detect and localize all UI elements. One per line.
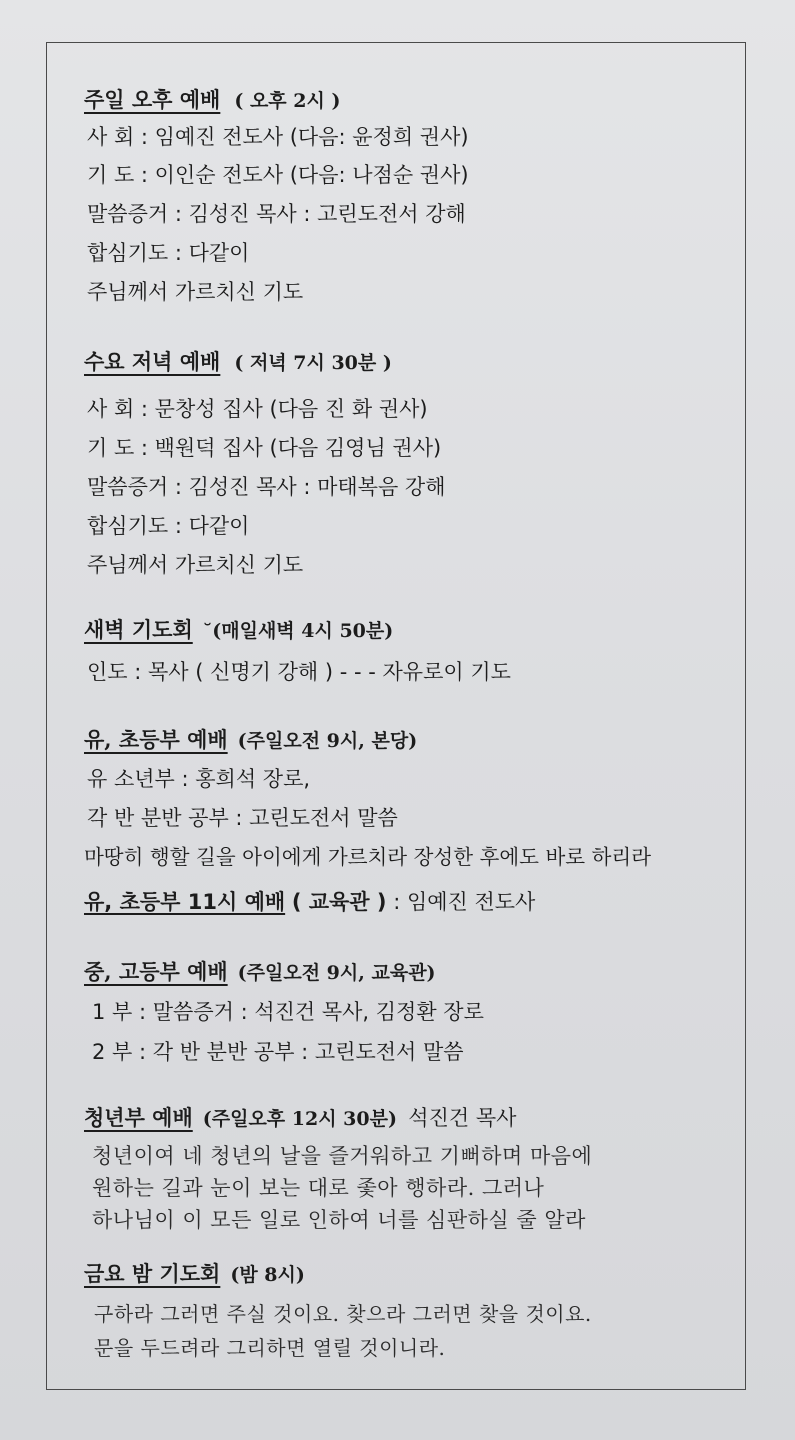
section-time: ( 오후 2시 ) xyxy=(234,90,341,112)
s5-line-part1: 1 부 : 말씀증거 : 석진건 목사, 김정환 장로 xyxy=(92,1000,484,1024)
section-title-text: 새벽 기도회 xyxy=(84,617,193,642)
section-title-young-adults xyxy=(84,1102,516,1132)
section-title-text: 주일 오후 예배 xyxy=(84,87,221,112)
section-title-teens-worship xyxy=(84,956,436,986)
s2-line-sermon: 말씀증거 : 김성진 목사 : 마태복음 강해 xyxy=(87,475,446,499)
s4-sub-worship xyxy=(84,886,535,916)
s1-line-unison-prayer: 합심기도 : 다같이 xyxy=(87,241,250,265)
section-title-wednesday-evening xyxy=(84,346,392,376)
section-time: (주일오전 9시, 교육관) xyxy=(237,962,436,984)
section-time: ˘(매일새벽 4시 50분) xyxy=(202,620,394,642)
s5-line-part2: 2 부 : 각 반 분반 공부 : 고린도전서 말씀 xyxy=(92,1040,464,1064)
section-title-sunday-afternoon xyxy=(84,84,340,114)
s6-verse-line-3: 하나님이 이 모든 일로 인하여 너를 심판하실 줄 알라 xyxy=(92,1208,586,1232)
section-time: (밤 8시) xyxy=(230,1264,305,1286)
section-title-friday-night xyxy=(84,1258,305,1288)
s4-line-verse: 마땅히 행할 길을 아이에게 가르치라 장성한 후에도 바로 하리라 xyxy=(84,845,652,869)
section-title-text: 유, 초등부 예배 xyxy=(84,727,228,752)
s1-line-lords-prayer: 주님께서 가르치신 기도 xyxy=(87,280,304,304)
section-time: (주일오전 9시, 본당) xyxy=(237,730,418,752)
sub-worship-leader: : 임예진 전도사 xyxy=(393,890,536,914)
section-title-text: 금요 밤 기도회 xyxy=(84,1261,221,1286)
section-title-text: 중, 고등부 예배 xyxy=(84,959,228,984)
section-leader: 석진건 목사 xyxy=(408,1106,517,1130)
s2-line-lords-prayer: 주님께서 가르치신 기도 xyxy=(87,553,304,577)
s1-line-sermon: 말씀증거 : 김성진 목사 : 고린도전서 강해 xyxy=(87,202,466,226)
s7-verse-line-2: 문을 두드려라 그리하면 열릴 것이니라. xyxy=(94,1336,446,1360)
sub-worship-place: ( 교육관 ) xyxy=(291,890,387,914)
s2-line-unison-prayer: 합심기도 : 다같이 xyxy=(87,514,250,538)
s4-line-youth-dept: 유 소년부 : 홍희석 장로, xyxy=(87,767,311,791)
section-time: (주일오후 12시 30분) xyxy=(202,1108,397,1130)
s6-verse-line-1: 청년이여 네 청년의 날을 즐거워하고 기뻐하며 마음에 xyxy=(92,1144,593,1168)
section-title-text: 청년부 예배 xyxy=(84,1105,193,1130)
s6-verse-line-2: 원하는 길과 눈이 보는 대로 좇아 행하라. 그러나 xyxy=(92,1176,545,1200)
s4-line-class-study: 각 반 분반 공부 : 고린도전서 말씀 xyxy=(87,806,398,830)
sub-worship-title: 유, 초등부 11시 예배 xyxy=(84,890,286,914)
s2-line-prayer: 기 도 : 백원덕 집사 (다음 김영님 권사) xyxy=(87,436,442,460)
section-title-dawn-prayer xyxy=(84,614,393,644)
section-title-text: 수요 저녁 예배 xyxy=(84,349,221,374)
s7-verse-line-1: 구하라 그러면 주실 것이요. 찾으라 그러면 찾을 것이요. xyxy=(94,1302,592,1326)
section-time: ( 저녁 7시 30분 ) xyxy=(234,352,392,374)
s2-line-host: 사 회 : 문창성 집사 (다음 진 화 권사) xyxy=(87,397,428,421)
s1-line-host: 사 회 : 임예진 전도사 (다음: 윤정희 권사) xyxy=(87,125,469,149)
s1-line-prayer: 기 도 : 이인순 전도사 (다음: 나점순 권사) xyxy=(87,163,469,187)
s3-line-leader: 인도 : 목사 ( 신명기 강해 ) - - - 자유로이 기도 xyxy=(87,660,511,684)
section-title-children-worship xyxy=(84,724,417,754)
